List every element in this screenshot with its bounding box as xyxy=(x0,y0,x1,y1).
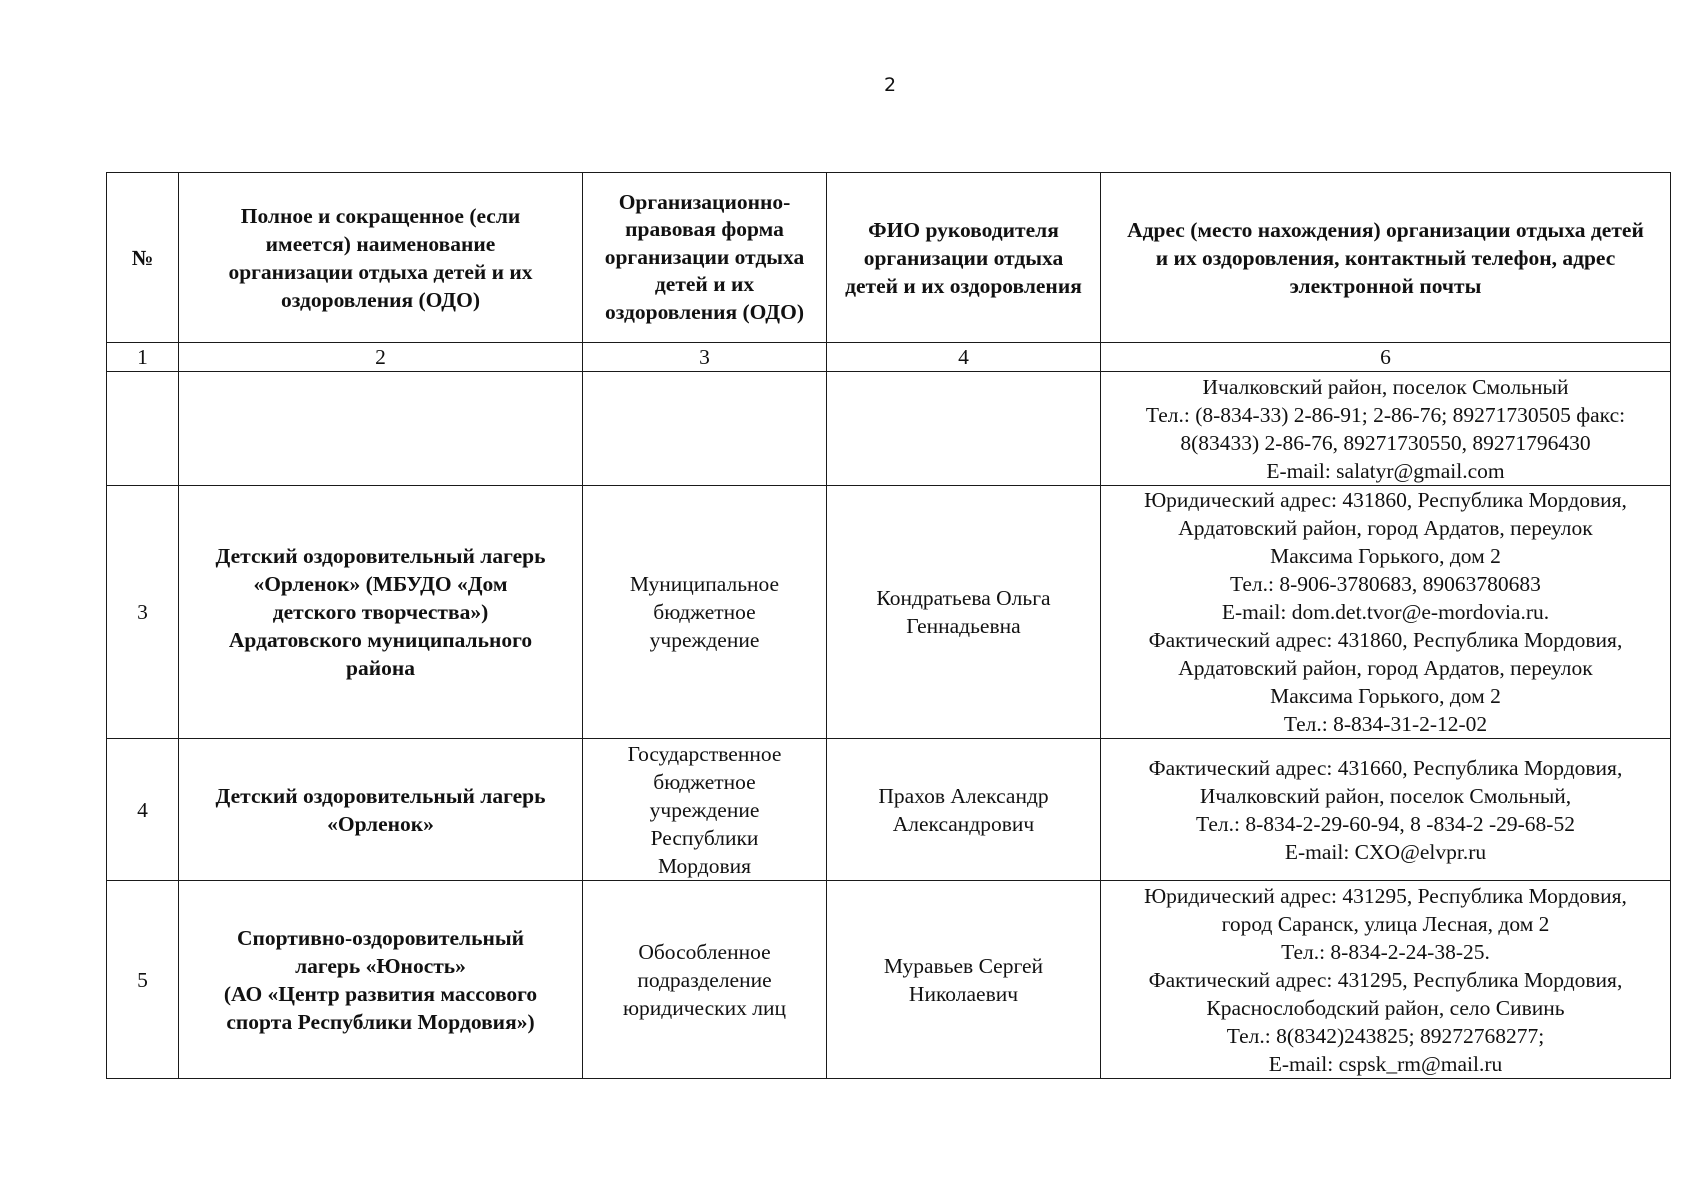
text-line: Ичалковский район, поселок Смольный xyxy=(1202,374,1569,399)
organizations-table xyxy=(106,172,1671,1079)
text-line: подразделение xyxy=(637,967,772,992)
column-number: 3 xyxy=(583,343,827,372)
text-line: 8(83433) 2-86-76, 89271730550, 89271796430 xyxy=(1180,430,1591,455)
text-line: Фактический адрес: 431860, Республика Мордовия, xyxy=(1148,628,1623,652)
legal-form xyxy=(583,881,827,1079)
table-row xyxy=(107,739,1671,881)
text-line: E-mail: CXO@elvpr.ru xyxy=(1284,839,1487,864)
org-name xyxy=(179,739,583,881)
text-line: E-mail: salatyr@gmail.com xyxy=(1266,458,1505,483)
text-line: Государственное xyxy=(627,741,782,766)
text-line: Геннадьевна xyxy=(906,614,1021,638)
text-line: Александрович xyxy=(892,811,1035,836)
text-line: Максима Горького, дом 2 xyxy=(1270,684,1501,708)
header-number: № xyxy=(107,173,179,343)
header-address: Адрес (место нахождения) организации отдыха детей и их оздоровления, контактный телефон, адрес электронной почты xyxy=(1101,173,1671,343)
text-line: Ардатовский район, город Ардатов, переулок xyxy=(1178,516,1593,540)
text-line: Ардатовский район, город Ардатов, переулок xyxy=(1178,656,1593,680)
text-line: района xyxy=(346,656,415,680)
row-number: 4 xyxy=(107,739,179,881)
text-line: Кондратьева Ольга xyxy=(876,586,1051,610)
director-name xyxy=(827,372,1101,486)
text-line: (АО «Центр развития массового xyxy=(223,981,538,1006)
text-line: Тел.: 8-834-2-29-60-94, 8 -834-2 -29-68-52 xyxy=(1196,811,1575,836)
column-number: 2 xyxy=(179,343,583,372)
text-line: Ардатовского муниципального xyxy=(228,628,533,652)
text-line: Фактический адрес: 431660, Республика Мордовия, xyxy=(1148,755,1623,780)
table-row xyxy=(107,372,1671,486)
org-name xyxy=(179,881,583,1079)
column-number-row xyxy=(107,343,1671,372)
address-contacts xyxy=(1101,739,1671,881)
text-line: бюджетное xyxy=(653,769,756,794)
text-line: спорта Республики Мордовия») xyxy=(226,1009,535,1034)
header-legal-form: Организационно-правовая форма организации отдыха детей и их оздоровления (ОДО) xyxy=(583,173,827,343)
text-line: «Орленок» xyxy=(327,811,434,836)
page-number: 2 xyxy=(883,74,897,96)
text-line: Николаевич xyxy=(908,981,1019,1006)
table-row xyxy=(107,486,1671,739)
director-name xyxy=(827,486,1101,739)
text-line: лагерь «Юность» xyxy=(295,953,466,978)
text-line: Тел.: (8-834-33) 2-86-91; 2-86-76; 89271730505 факс: xyxy=(1145,402,1626,427)
text-line: Юридический адрес: 431860, Республика Мордовия, xyxy=(1144,488,1627,512)
text-line: Муравьев Сергей xyxy=(883,953,1044,978)
text-line: «Орленок» (МБУДО «Дом xyxy=(253,572,508,596)
text-line: Спортивно-оздоровительный xyxy=(236,925,525,950)
address-contacts xyxy=(1101,881,1671,1079)
address-contacts xyxy=(1101,372,1671,486)
address-contacts xyxy=(1101,486,1671,739)
column-number: 6 xyxy=(1101,343,1671,372)
director-name xyxy=(827,881,1101,1079)
text-line: Юридический адрес: 431295, Республика Мордовия, xyxy=(1144,883,1627,908)
text-line: Фактический адрес: 431295, Республика Мордовия, xyxy=(1148,967,1623,992)
text-line: Тел.: 8(8342)243825; 89272768277; xyxy=(1226,1023,1545,1048)
text-line: бюджетное xyxy=(653,600,756,624)
text-line: Республики xyxy=(650,825,759,850)
legal-form xyxy=(583,486,827,739)
org-name xyxy=(179,486,583,739)
text-line: детского творчества») xyxy=(272,600,489,624)
text-line: E-mail: cspsk_rm@mail.ru xyxy=(1268,1051,1503,1076)
text-line: Муниципальное xyxy=(629,572,780,596)
legal-form xyxy=(583,372,827,486)
director-name xyxy=(827,739,1101,881)
text-line: Тел.: 8-906-3780683, 89063780683 xyxy=(1230,572,1541,596)
header-director: ФИО руководителя организации отдыха детей и их оздоровления xyxy=(827,173,1101,343)
text-line: Детский оздоровительный лагерь xyxy=(215,783,546,808)
text-line: учреждение xyxy=(649,797,760,822)
column-number: 4 xyxy=(827,343,1101,372)
text-line: Тел.: 8-834-31-2-12-02 xyxy=(1283,712,1488,736)
table-row xyxy=(107,881,1671,1079)
row-number: 5 xyxy=(107,881,179,1079)
table-header-row xyxy=(107,173,1671,343)
text-line: Мордовия xyxy=(657,853,752,878)
text-line: Прахов Александр xyxy=(878,783,1049,808)
text-line: Обособленное xyxy=(638,939,771,964)
header-name: Полное и сокращенное (если имеется) наименование организации отдыха детей и их оздоровления (ОДО) xyxy=(179,173,583,343)
column-number: 1 xyxy=(107,343,179,372)
text-line: Детский оздоровительный лагерь xyxy=(215,544,546,568)
text-line: Краснослободский район, село Сивинь xyxy=(1206,995,1565,1020)
text-line: E-mail: dom.det.tvor@e-mordovia.ru. xyxy=(1221,600,1550,624)
row-number: 3 xyxy=(107,486,179,739)
legal-form xyxy=(583,739,827,881)
text-line: учреждение xyxy=(649,628,760,652)
org-name xyxy=(179,372,583,486)
text-line: юридических лиц xyxy=(622,995,786,1020)
text-line: Тел.: 8-834-2-24-38-25. xyxy=(1281,939,1490,964)
row-number xyxy=(107,372,179,486)
text-line: Ичалковский район, поселок Смольный, xyxy=(1199,783,1572,808)
text-line: город Саранск, улица Лесная, дом 2 xyxy=(1221,911,1550,936)
text-line: Максима Горького, дом 2 xyxy=(1270,544,1501,568)
